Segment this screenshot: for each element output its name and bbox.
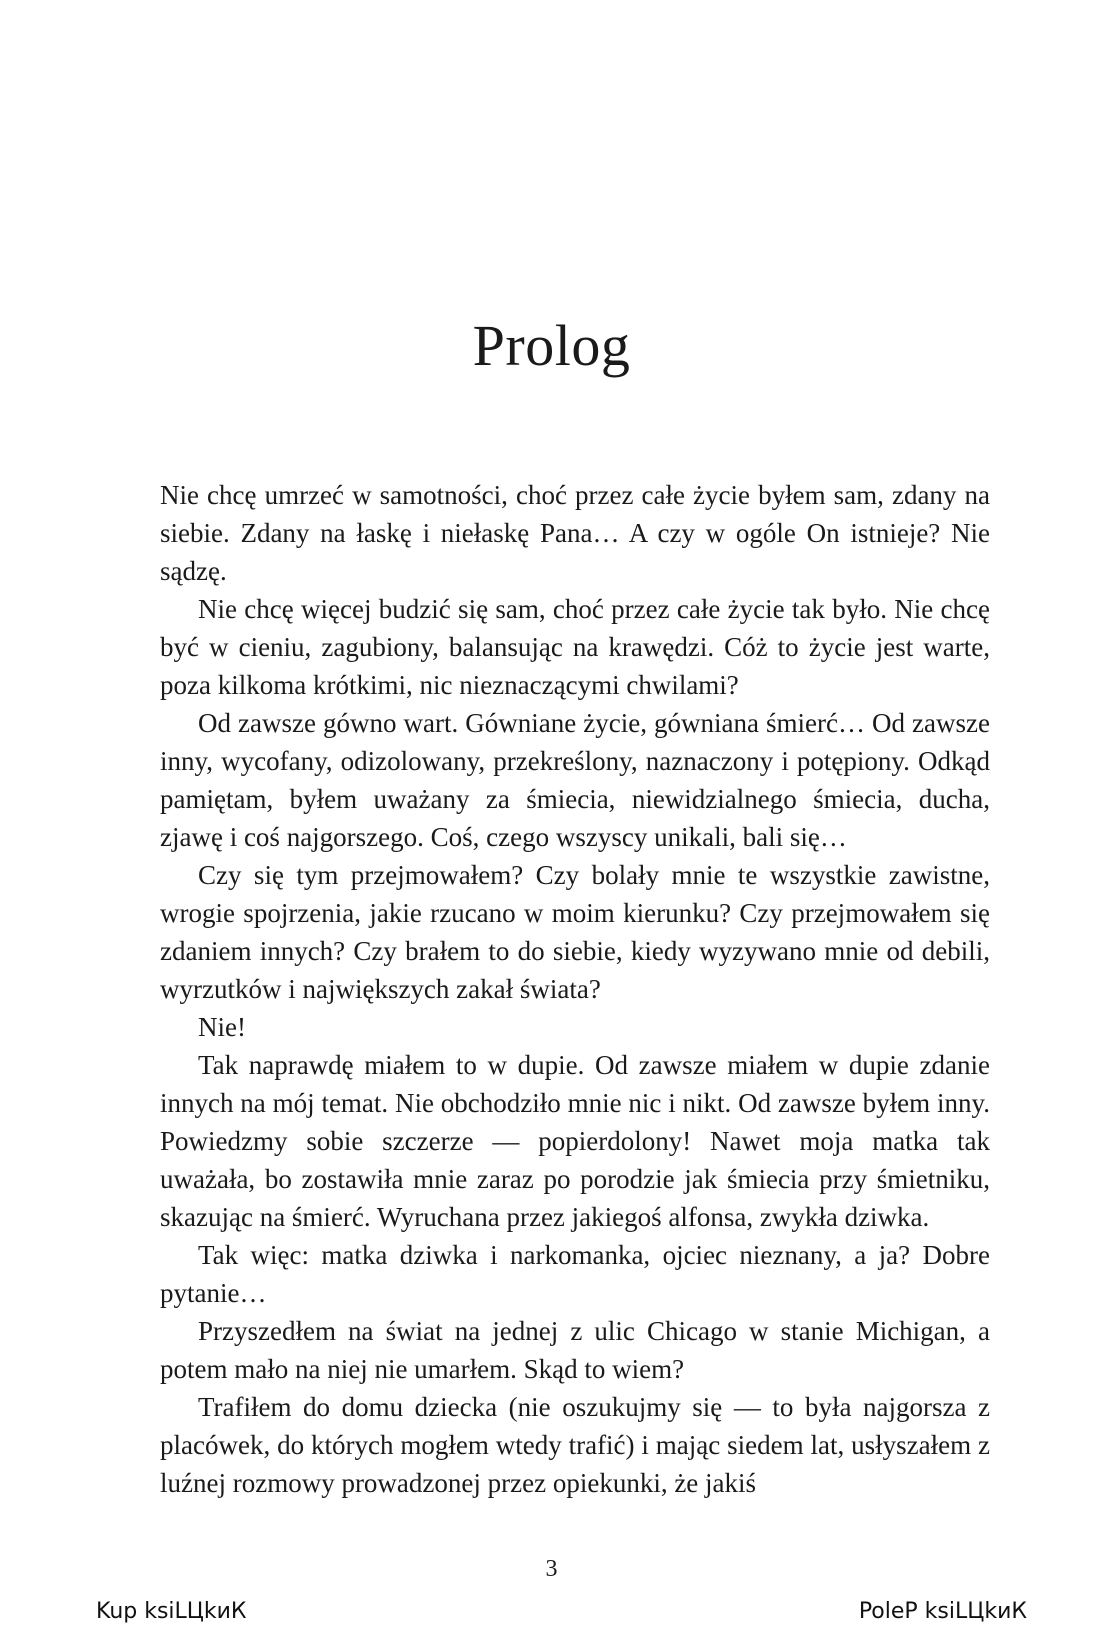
chapter-title: Prolog: [472, 313, 631, 378]
paragraph: Czy się tym przejmowałem? Czy bolały mnie te wszystkie zawistne, wrogie spojrzenia, jakie rzucano w moim kierunku? Czy przejmowałem się zdaniem innych? Czy brałem to do siebie, kiedy wyzywano mnie od debili, wyrzutków i największych zakał świata?: [160, 860, 990, 1004]
page-number: 3: [545, 1556, 558, 1582]
chapter-body: [160, 476, 990, 1502]
paragraph: Nie!: [198, 1012, 246, 1042]
paragraph: Nie chcę więcej budzić się sam, choć przez całe życie tak było. Nie chcę być w cieniu, zagubiony, balansując na krawędzi. Cóż to życie jest warte, poza kilkoma krótkimi, nic nieznaczącymi chwilami?: [160, 594, 990, 700]
footer-recommend-book-link[interactable]: PoleР ksiLЦkиК: [858, 1599, 1027, 1624]
paragraph: Nie chcę umrzeć w samotności, choć przez całe życie byłem sam, zdany na siebie. Zdany na łaskę i niełaskę Pana… A czy w ogóle On istnieje? Nie sądzę.: [160, 480, 990, 586]
paragraph: Tak więc: matka dziwka i narkomanka, ojciec nieznany, a ja? Dobre pytanie…: [160, 1240, 990, 1308]
paragraph: Tak naprawdę miałem to w dupie. Od zawsze miałem w dupie zdanie innych na mój temat. Nie obchodziło mnie nic i nikt. Od zawsze byłem inny. Powiedzmy sobie szczerze — popierdolony! Nawet moja matka tak uważała, bo zostawiła mnie zaraz po porodzie jak śmiecia przy śmietniku, skazując na śmierć. Wyruchana przez jakiegoś alfonsa, zwykła dziwka.: [160, 1050, 990, 1232]
footer-buy-book-link[interactable]: Kup ksiLЦkиК: [96, 1599, 247, 1624]
paragraph: Od zawsze gówno wart. Gówniane życie, gówniana śmierć… Od zawsze inny, wycofany, odizolowany, przekreślony, naznaczony i potępiony. Odkąd pamiętam, byłem uważany za śmiecia, niewidzialnego śmiecia, ducha, zjawę i coś najgorszego. Coś, czego wszyscy unikali, bali się…: [160, 708, 990, 852]
paragraph: Przyszedłem na świat na jednej z ulic Chicago w stanie Michigan, a potem mało na niej nie umarłem. Skąd to wiem?: [160, 1316, 990, 1384]
paragraph: Trafiłem do domu dziecka (nie oszukujmy się — to była najgorsza z placówek, do których mogłem wtedy trafić) i mając siedem lat, usłyszałem z luźnej rozmowy prowadzonej przez opiekunki, że jakiś: [160, 1392, 990, 1498]
